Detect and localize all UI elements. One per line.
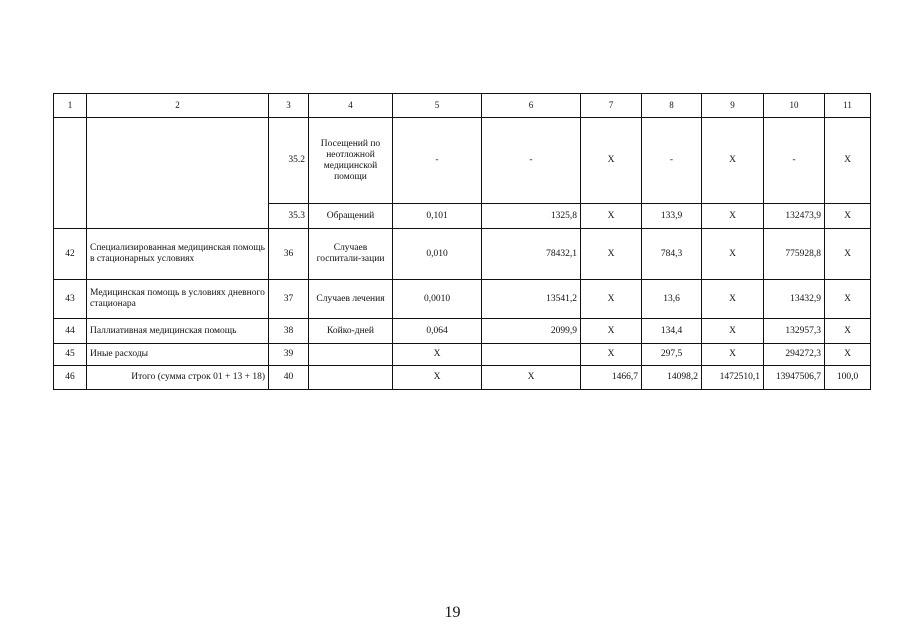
table-cell: X	[825, 229, 871, 280]
table-cell: 134,4	[642, 319, 702, 344]
header-cell: 9	[702, 94, 764, 118]
table-cell: 0,101	[393, 204, 482, 229]
table-cell: 132473,9	[764, 204, 825, 229]
header-cell: 6	[482, 94, 581, 118]
table-row	[54, 319, 871, 344]
table-cell: 14098,2	[642, 366, 702, 390]
data-table	[53, 93, 871, 390]
table-cell: 1472510,1	[702, 366, 764, 390]
table-cell: 13541,2	[482, 280, 581, 319]
table-cell: 42	[54, 229, 87, 280]
table-row	[54, 118, 871, 204]
table-cell: 35.2	[269, 118, 309, 204]
table-cell: 43	[54, 280, 87, 319]
table-cell: 38	[269, 319, 309, 344]
header-cell: 5	[393, 94, 482, 118]
header-cell: 2	[87, 94, 269, 118]
table-cell: Паллиативная медицинская помощь	[87, 319, 269, 344]
table-cell: 37	[269, 280, 309, 319]
table-cell: 13,6	[642, 280, 702, 319]
header-cell: 11	[825, 94, 871, 118]
table-cell: 46	[54, 366, 87, 390]
table-cell: Специализированная медицинская помощь в стационарных условиях	[87, 229, 269, 280]
table-cell: 297,5	[642, 344, 702, 366]
table-header-row	[54, 94, 871, 118]
table-cell: X	[702, 229, 764, 280]
table-row	[54, 344, 871, 366]
table-cell: -	[764, 118, 825, 204]
table-cell: 40	[269, 366, 309, 390]
table-cell: 45	[54, 344, 87, 366]
table-cell: Койко-дней	[309, 319, 393, 344]
table-cell: 13947506,7	[764, 366, 825, 390]
table-cell: X	[482, 366, 581, 390]
header-cell: 4	[309, 94, 393, 118]
header-cell: 8	[642, 94, 702, 118]
table-cell: 2099,9	[482, 319, 581, 344]
table-cell: X	[702, 280, 764, 319]
table-cell: 1466,7	[581, 366, 642, 390]
table-cell: Случаев лечения	[309, 280, 393, 319]
header-cell: 3	[269, 94, 309, 118]
table-cell: 35.3	[269, 204, 309, 229]
table-cell: X	[581, 229, 642, 280]
table-cell: Итого (сумма строк 01 + 13 + 18)	[87, 366, 269, 390]
table-cell: X	[702, 319, 764, 344]
table-cell: X	[581, 118, 642, 204]
table-cell: 0,064	[393, 319, 482, 344]
table-cell: X	[581, 344, 642, 366]
page-number: 19	[444, 604, 461, 621]
table-cell: X	[581, 204, 642, 229]
table-cell: Обращений	[309, 204, 393, 229]
table-row	[54, 366, 871, 390]
header-cell: 1	[54, 94, 87, 118]
table-cell: -	[393, 118, 482, 204]
table-cell: 39	[269, 344, 309, 366]
table-cell	[87, 118, 269, 229]
table-cell: X	[825, 344, 871, 366]
table-row	[54, 280, 871, 319]
table-cell: X	[702, 118, 764, 204]
table-cell: -	[642, 118, 702, 204]
table-cell: 775928,8	[764, 229, 825, 280]
table-cell: 0,0010	[393, 280, 482, 319]
table-cell: X	[393, 366, 482, 390]
table-cell: Случаев госпитали-зации	[309, 229, 393, 280]
table-cell: X	[825, 319, 871, 344]
table-cell: 0,010	[393, 229, 482, 280]
table-cell: X	[825, 280, 871, 319]
table-cell: Посещений по неотложной медицинской помощи	[309, 118, 393, 204]
table-cell: X	[825, 118, 871, 204]
table-cell: 13432,9	[764, 280, 825, 319]
table-row	[54, 229, 871, 280]
table-cell: X	[581, 280, 642, 319]
table-cell: -	[482, 118, 581, 204]
table-cell	[54, 118, 87, 229]
table-cell: Иные расходы	[87, 344, 269, 366]
table-cell: 133,9	[642, 204, 702, 229]
table-cell: X	[393, 344, 482, 366]
header-cell: 7	[581, 94, 642, 118]
table-cell: 784,3	[642, 229, 702, 280]
table-cell: 44	[54, 319, 87, 344]
table-cell: 132957,3	[764, 319, 825, 344]
table-cell: 78432,1	[482, 229, 581, 280]
table-cell: 100,0	[825, 366, 871, 390]
table-cell	[309, 344, 393, 366]
table-cell: Медицинская помощь в условиях дневного стационара	[87, 280, 269, 319]
table-cell	[309, 366, 393, 390]
table-cell: 36	[269, 229, 309, 280]
table-cell: 1325,8	[482, 204, 581, 229]
table-cell: 294272,3	[764, 344, 825, 366]
table-cell	[482, 344, 581, 366]
table-cell: X	[702, 204, 764, 229]
table-cell: X	[702, 344, 764, 366]
table-cell: X	[581, 319, 642, 344]
table-cell: X	[825, 204, 871, 229]
header-cell: 10	[764, 94, 825, 118]
